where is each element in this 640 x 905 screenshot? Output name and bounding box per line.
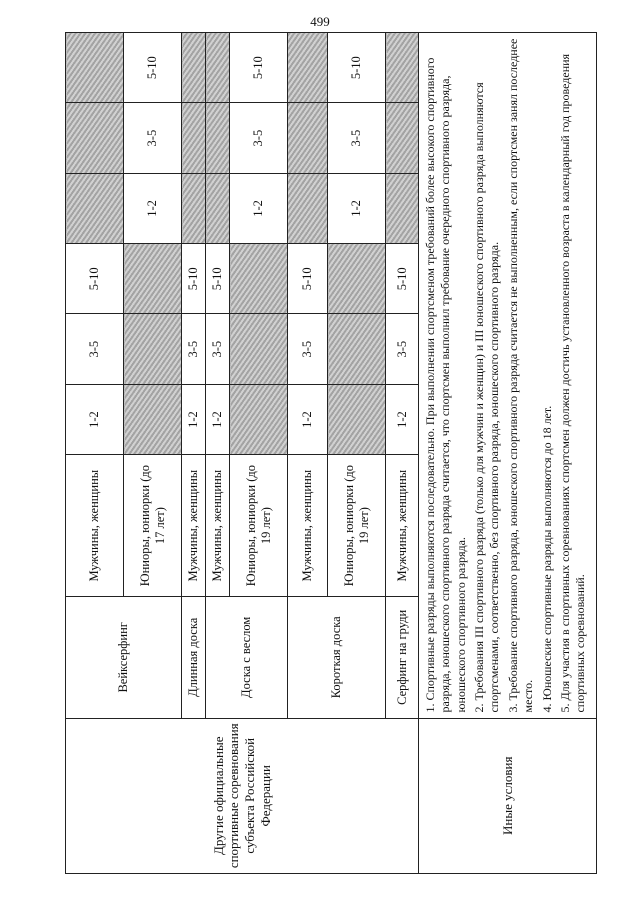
discipline-cell: Серфинг на груди — [386, 597, 419, 718]
discipline-cell: Вейксерфинг — [66, 597, 182, 718]
shaded-cell — [230, 314, 288, 384]
shaded-cell — [66, 173, 124, 243]
shaded-cell — [386, 103, 419, 173]
place-cell: 3-5 — [206, 314, 230, 384]
note-item: 4. Юношеские спортивные разряды выполняются до 18 лет. — [539, 405, 554, 713]
group-cell: Мужчины, женщины — [386, 455, 419, 597]
shaded-cell — [66, 103, 124, 173]
shaded-cell — [182, 33, 206, 103]
rotated-table-sheet — [65, 32, 588, 874]
discipline-cell: Длинная доска — [182, 597, 206, 718]
group-cell: Мужчины, женщины — [288, 455, 328, 597]
place-cell: 3-5 — [66, 314, 124, 384]
place-cell: 5-10 — [230, 33, 288, 103]
place-cell: 5-10 — [182, 244, 206, 314]
shaded-cell — [206, 33, 230, 103]
shaded-cell — [206, 103, 230, 173]
shaded-cell — [288, 33, 328, 103]
shaded-cell — [328, 384, 386, 454]
conditions-row — [419, 33, 597, 874]
note-item: 1. Спортивные разряды выполняются последовательно. При выполнении спортсменом требований более высокого спортивного разряда, юношеского спортивного разряда считается, что спортсмен выполнил требование очередного спортивного разряда, юношеского спортивного разряда. — [423, 57, 468, 713]
place-cell: 1-2 — [386, 384, 419, 454]
shaded-cell — [386, 173, 419, 243]
place-cell: 1-2 — [288, 384, 328, 454]
place-cell: 1-2 — [206, 384, 230, 454]
shaded-cell — [328, 314, 386, 384]
place-cell: 5-10 — [288, 244, 328, 314]
shaded-cell — [328, 244, 386, 314]
shaded-cell — [124, 384, 182, 454]
place-cell: 5-10 — [386, 244, 419, 314]
group-cell: Юниоры, юниорки (до 17 лет) — [124, 455, 182, 597]
place-cell: 3-5 — [182, 314, 206, 384]
place-cell: 5-10 — [66, 244, 124, 314]
competition-category: Другие официальные спортивные соревнования субъекта Российской Федерации — [66, 718, 419, 873]
note-item: 5. Для участия в спортивных соревнованиях спортсмен должен достичь установленного возраста в календарный год проведения спортивных соревнований. — [557, 53, 588, 713]
group-cell: Мужчины, женщины — [182, 455, 206, 597]
shaded-cell — [124, 244, 182, 314]
table-row — [66, 33, 124, 874]
place-cell: 3-5 — [328, 103, 386, 173]
shaded-cell — [66, 33, 124, 103]
place-cell: 1-2 — [328, 173, 386, 243]
group-cell: Мужчины, женщины — [206, 455, 230, 597]
place-cell: 3-5 — [288, 314, 328, 384]
discipline-cell: Короткая доска — [288, 597, 386, 718]
note-item: 2. Требования III спортивного разряда (только для мужчин и женщин) и III юношеского спортивного разряда выполняются спортсменами, соответственно, без спортивного разряда, юношеского спортивного разряда. — [472, 82, 502, 713]
shaded-cell — [230, 384, 288, 454]
place-cell: 1-2 — [124, 173, 182, 243]
shaded-cell — [288, 173, 328, 243]
shaded-cell — [182, 173, 206, 243]
place-cell: 1-2 — [182, 384, 206, 454]
shaded-cell — [230, 244, 288, 314]
place-cell: 5-10 — [328, 33, 386, 103]
place-cell: 1-2 — [230, 173, 288, 243]
page-number: 499 — [310, 14, 330, 29]
group-cell: Юниоры, юниорки (до 19 лет) — [230, 455, 288, 597]
shaded-cell — [182, 103, 206, 173]
place-cell: 1-2 — [66, 384, 124, 454]
group-cell: Мужчины, женщины — [66, 455, 124, 597]
shaded-cell — [288, 103, 328, 173]
place-cell: 3-5 — [124, 103, 182, 173]
place-cell: 3-5 — [386, 314, 419, 384]
place-cell: 5-10 — [206, 244, 230, 314]
sport-ranks-table — [65, 32, 597, 874]
shaded-cell — [386, 33, 419, 103]
conditions-notes — [419, 33, 597, 719]
group-cell: Юниоры, юниорки (до 19 лет) — [328, 455, 386, 597]
place-cell: 5-10 — [124, 33, 182, 103]
shaded-cell — [124, 314, 182, 384]
note-item: 3. Требование спортивного разряда, юношеского спортивного разряда считается не выполненным, если спортсмен занял последнее место. — [505, 38, 536, 713]
discipline-cell: Доска с веслом — [206, 597, 288, 718]
conditions-label: Иные условия — [419, 718, 597, 873]
shaded-cell — [206, 173, 230, 243]
place-cell: 3-5 — [230, 103, 288, 173]
